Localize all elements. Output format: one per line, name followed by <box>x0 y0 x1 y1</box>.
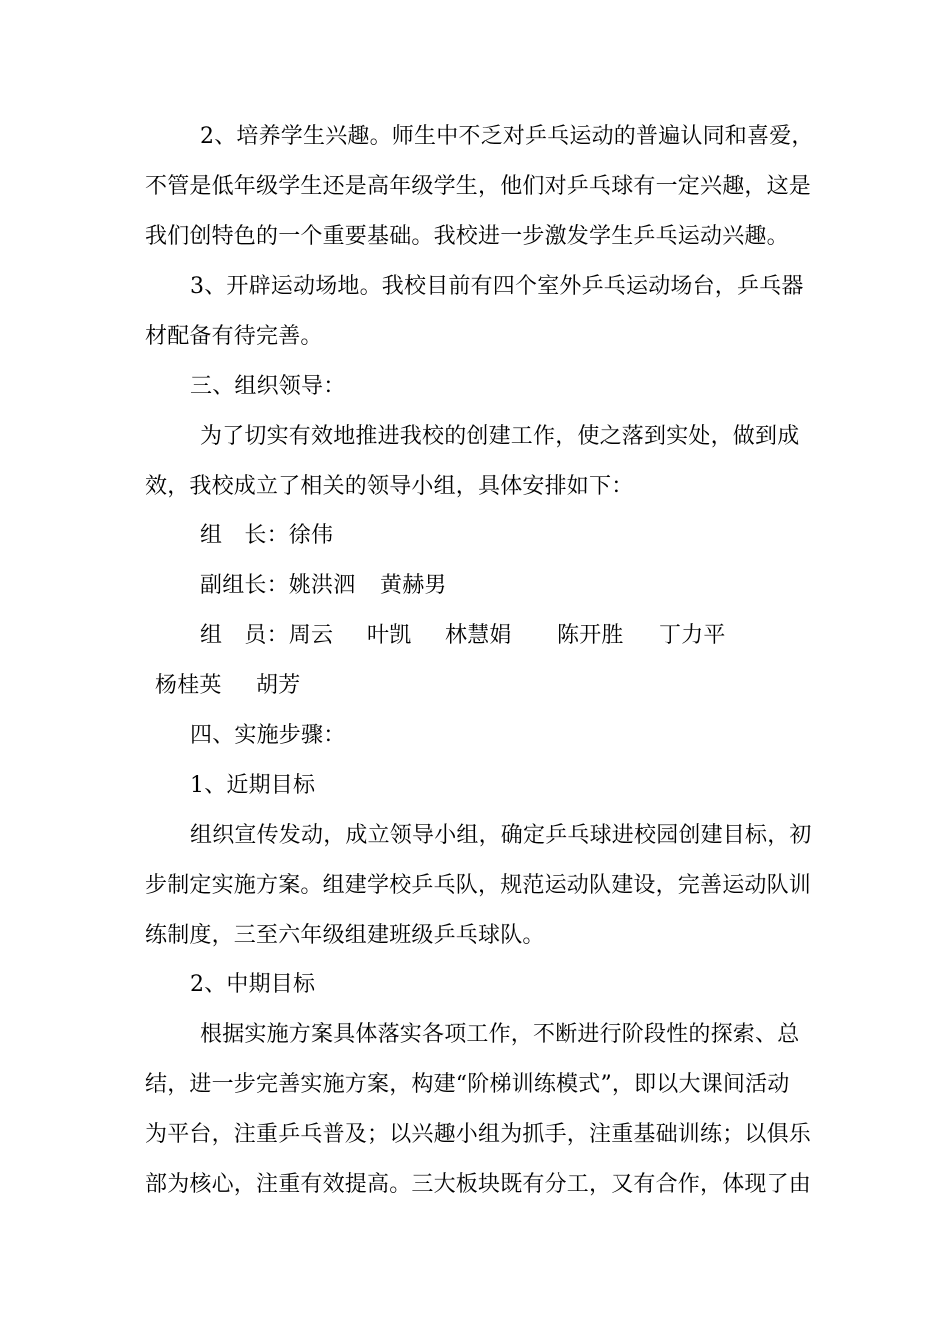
member-name: 胡芳 <box>256 673 301 698</box>
deputy-leader-line: 副组长：姚洪泗 <box>200 573 356 598</box>
paragraph-line: 不管是低年级学生还是高年级学生，他们对乒乓球有一定兴趣，这是 <box>145 174 812 199</box>
member-name: 杨桂英 <box>155 673 222 698</box>
section-heading: 三、组织领导： <box>190 374 346 399</box>
subsection-heading: 2、中期目标 <box>190 972 316 997</box>
members-line: 组 员：周云 <box>200 623 334 648</box>
member-name: 林慧娟 <box>445 623 512 648</box>
paragraph-line: 为了切实有效地推进我校的创建工作，使之落到实处，做到成 <box>200 424 800 449</box>
subsection-heading: 1、近期目标 <box>190 773 316 798</box>
paragraph-line: 练制度，三至六年级组建班级乒乓球队。 <box>145 923 545 948</box>
member-name: 陈开胜 <box>557 623 624 648</box>
paragraph-line: 我们创特色的一个重要基础。我校进一步激发学生乒乓运动兴趣。 <box>145 224 789 249</box>
paragraph-line: 为平台，注重乒乓普及；以兴趣小组为抓手，注重基础训练；以俱乐 <box>145 1122 812 1147</box>
paragraph-line: 结，进一步完善实施方案，构建“阶梯训练模式”，即以大课间活动 <box>145 1072 790 1097</box>
paragraph-line: 材配备有待完善。 <box>145 324 323 349</box>
paragraph-line: 组织宣传发动，成立领导小组，确定乒乓球进校园创建目标，初 <box>190 823 812 848</box>
paragraph-line: 部为核心，注重有效提高。三大板块既有分工，又有合作，体现了由 <box>145 1172 812 1197</box>
member-name: 丁力平 <box>659 623 726 648</box>
deputy-leader-name: 黄赫男 <box>380 573 447 598</box>
paragraph-line: 3、开辟运动场地。我校目前有四个室外乒乓运动场台，乒乓器 <box>190 274 804 299</box>
section-heading: 四、实施步骤： <box>190 723 346 748</box>
paragraph-line: 根据实施方案具体落实各项工作，不断进行阶段性的探索、总 <box>200 1022 800 1047</box>
group-leader-line: 组 长：徐伟 <box>200 523 334 548</box>
member-name: 叶凯 <box>367 623 412 648</box>
paragraph-line: 步制定实施方案。组建学校乒乓队，规范运动队建设，完善运动队训 <box>145 873 812 898</box>
paragraph-line: 2、培养学生兴趣。师生中不乏对乒乓运动的普遍认同和喜爱， <box>200 124 814 149</box>
paragraph-line: 效，我校成立了相关的领导小组，具体安排如下： <box>145 474 634 499</box>
